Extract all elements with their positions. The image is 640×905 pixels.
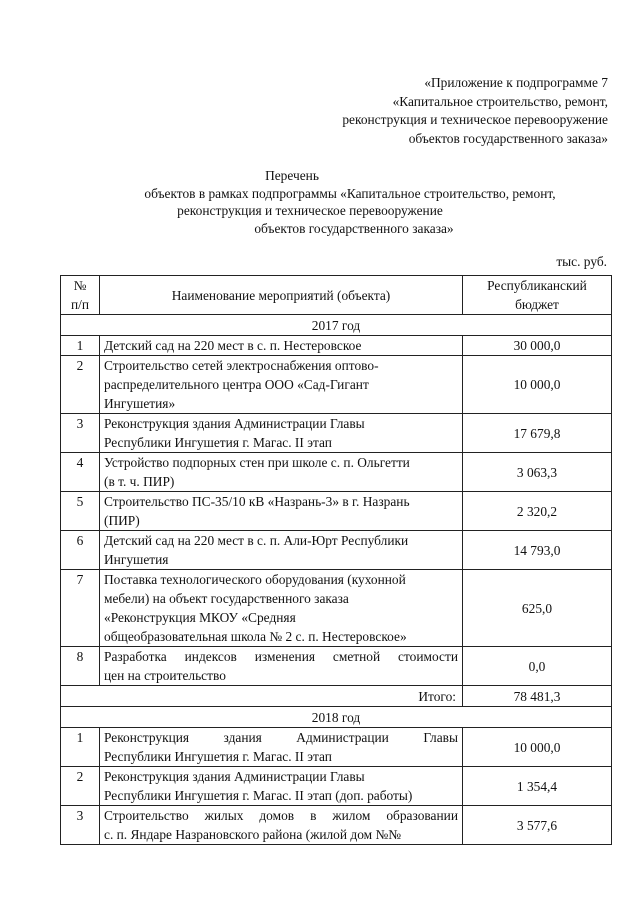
title-line: объектов государственного заказа» [254, 220, 454, 236]
header-budget [463, 276, 612, 315]
row-budget: 625,0 [463, 570, 612, 647]
table-row [61, 356, 612, 414]
row-budget: 14 793,0 [463, 531, 612, 570]
row-name-line: Реконструкция здания Администрации Главы [104, 730, 458, 745]
row-name-line: мебели) на объект государственного заказа [104, 591, 349, 606]
row-number: 2 [61, 767, 100, 806]
row-name [100, 356, 463, 414]
header-num-line: п/п [70, 297, 90, 312]
row-name-line: Ингушетия» [104, 396, 176, 411]
table-row [61, 531, 612, 570]
row-name-line: Строительство жилых домов в жилом образовании [104, 808, 458, 823]
row-name [100, 336, 463, 356]
rows-2018 [61, 728, 612, 845]
row-number: 3 [61, 414, 100, 453]
table-row [61, 336, 612, 356]
row-name [100, 531, 463, 570]
year-label: 2017 год [61, 315, 612, 336]
table-row [61, 492, 612, 531]
appendix-line: «Приложение к подпрограмме 7 [424, 75, 608, 90]
row-budget: 10 000,0 [463, 728, 612, 767]
row-name-line: Поставка технологического оборудования (кухонной [104, 572, 406, 587]
row-name-line: Устройство подпорных стен при школе с. п. Ольгетти [104, 455, 410, 470]
row-name-line: (в т. ч. ПИР) [104, 474, 175, 489]
row-budget: 3 063,3 [463, 453, 612, 492]
table-row [61, 453, 612, 492]
row-name-line: Реконструкция здания Администрации Главы [104, 769, 365, 784]
row-number: 8 [61, 647, 100, 686]
row-budget: 17 679,8 [463, 414, 612, 453]
row-name-line: общеобразовательная школа № 2 с. п. Нестеровское» [104, 629, 407, 644]
row-number: 3 [61, 806, 100, 845]
document-title [0, 167, 640, 237]
row-name-line: Республики Ингушетия г. Магас. II этап [104, 749, 332, 764]
row-number: 1 [61, 336, 100, 356]
row-name [100, 453, 463, 492]
title-line: объектов в рамках подпрограммы «Капитальное строительство, ремонт, [144, 185, 556, 201]
row-name [100, 570, 463, 647]
table-row [61, 806, 612, 845]
row-name-line: Реконструкция здания Администрации Главы [104, 416, 365, 431]
row-number: 4 [61, 453, 100, 492]
table-row [61, 647, 612, 686]
row-name [100, 492, 463, 531]
row-name [100, 728, 463, 767]
row-name-line: Разработка индексов изменения сметной стоимости [104, 649, 458, 664]
table-row [61, 570, 612, 647]
total-value: 78 481,3 [463, 686, 612, 707]
year-row-2017 [61, 315, 612, 336]
table-header-row [61, 276, 612, 315]
row-name-line: Строительство ПС-35/10 кВ «Назрань-3» в г. Назрань [104, 494, 410, 509]
row-name [100, 806, 463, 845]
row-number: 2 [61, 356, 100, 414]
row-number: 1 [61, 728, 100, 767]
row-name-line: Детский сад на 220 мест в с. п. Нестеровское [104, 338, 362, 353]
row-budget: 0,0 [463, 647, 612, 686]
year-row-2018 [61, 707, 612, 728]
row-name [100, 414, 463, 453]
total-label: Итого: [61, 686, 463, 707]
appendix-note [188, 74, 608, 148]
appendix-line: реконструкция и техническое перевооружение [342, 112, 608, 127]
row-name-line: цен на строительство [104, 668, 226, 683]
row-name [100, 647, 463, 686]
row-budget: 2 320,2 [463, 492, 612, 531]
row-name-line: «Реконструкция МКОУ «Средняя [104, 610, 296, 625]
title-line: реконструкция и техническое перевооружение [177, 203, 443, 218]
header-budget-line: Республиканский [487, 278, 587, 293]
rows-2017 [61, 336, 612, 686]
header-num [61, 276, 100, 315]
row-budget: 3 577,6 [463, 806, 612, 845]
table-row [61, 414, 612, 453]
title-line: Перечень [265, 168, 319, 183]
row-name-line: распределительного центра ООО «Сад-Гигант [104, 377, 369, 392]
row-name-line: (ПИР) [104, 513, 140, 528]
row-budget: 30 000,0 [463, 336, 612, 356]
row-budget: 10 000,0 [463, 356, 612, 414]
table-row [61, 767, 612, 806]
objects-table [60, 275, 612, 845]
year-label: 2018 год [61, 707, 612, 728]
row-number: 6 [61, 531, 100, 570]
header-num-line: № [73, 278, 87, 293]
row-number: 7 [61, 570, 100, 647]
row-number: 5 [61, 492, 100, 531]
units-label: тыс. руб. [556, 254, 607, 269]
row-name-line: Республики Ингушетия г. Магас. II этап (доп. работы) [104, 788, 413, 803]
appendix-line: объектов государственного заказа» [408, 130, 608, 146]
appendix-line: «Капитальное строительство, ремонт, [392, 93, 608, 109]
header-name: Наименование мероприятий (объекта) [100, 276, 463, 315]
header-budget-line: бюджет [515, 297, 559, 312]
row-name-line: с. п. Яндаре Назрановского района (жилой дом №№ [104, 827, 402, 842]
row-name [100, 767, 463, 806]
row-name-line: Республики Ингушетия г. Магас. II этап [104, 435, 332, 450]
total-row-2017 [61, 686, 612, 707]
row-name-line: Ингушетия [104, 552, 169, 567]
row-budget: 1 354,4 [463, 767, 612, 806]
table-row [61, 728, 612, 767]
row-name-line: Строительство сетей электроснабжения оптово- [104, 358, 379, 373]
row-name-line: Детский сад на 220 мест в с. п. Али-Юрт Республики [104, 533, 409, 548]
